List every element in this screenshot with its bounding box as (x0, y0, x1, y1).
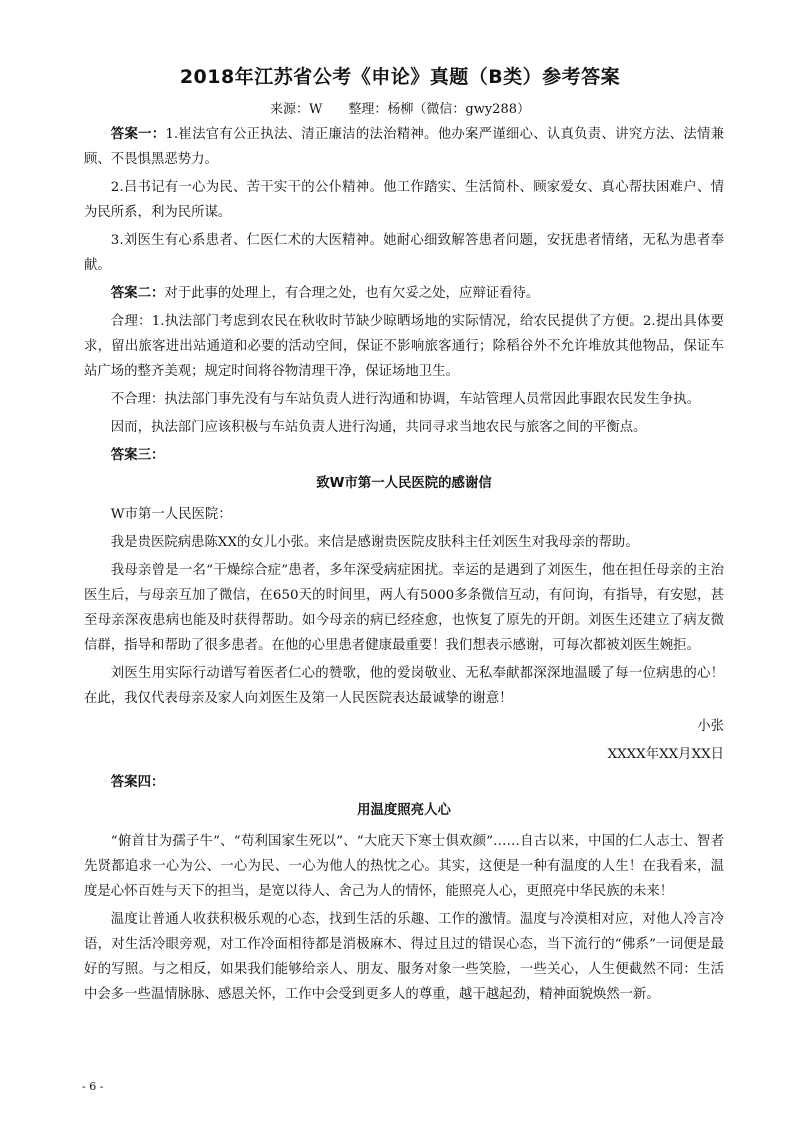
letter-paragraph-2: 我母亲曾是一名“干燥综合症”患者，多年深受病症困扰。幸运的是遇到了刘医生，他在担任母亲的主治医生后，与母亲互加了微信，在650天的时间里，两人有5000多条微信互动，有问询，有指导，有安慰，甚至母亲深夜患病也能及时获得帮助。如今母亲的病已经痊愈，也恢复了原先的开朗。刘医生还建立了病友微信群，指导和帮助了很多患者。在他的心里患者健康最重要！我们想表示感谢，可每次都被刘医生婉拒。 (84, 563, 724, 653)
answer2-reasonable: 合理：1.执法部门考虑到农民在秋收时节缺少晾晒场地的实际情况，给农民提供了方便。2.提出具体要求，留出旅客进出站通道和必要的活动空间，保证不影响旅客通行；除稻谷外不允许堆放其他物品，保证车站广场的整齐美观；规定时间将谷物清理干净，保证场地卫生。 (84, 314, 724, 379)
essay-paragraph-1: “俯首甘为孺子牛”、“苟利国家生死以”、“大庇天下寒士俱欢颜”……自古以来，中国的仁人志士、智者先贤都追求一心为公、一心为民、一心为他人的热忱之心。其实，这便是一种有温度的人生！在我看来，温度是心怀百姓与天下的担当，是宽以待人、舍己为人的情怀，能照亮人心，更照亮中华民族的未来！ (84, 834, 724, 899)
source-line: 来源：W 整理：杨柳（微信：gwy288） (270, 102, 530, 117)
answer3-label: 答案三： (110, 448, 165, 463)
essay-title: 用温度照亮人心 (357, 803, 451, 818)
answer1-item2: 2.吕书记有一心为民、苦干实干的公仆精神。他工作踏实、生活简朴、顾家爱女、真心帮扶困难户、情为民所系，利为民所谋。 (84, 180, 724, 220)
answer4-label: 答案四： (110, 775, 165, 790)
letter-paragraph-1: 我是贵医院病患陈XX的女儿小张。来信是感谢贵医院皮肤科主任刘医生对我母亲的帮助。 (110, 535, 639, 550)
page-number: - 6 - (82, 1080, 104, 1093)
answer2-intro: 对于此事的处理上，有合理之处，也有欠妥之处，应辩证看待。 (164, 286, 540, 301)
document-title: 2018年江苏省公考《申论》真题（B类）参考答案 (179, 66, 621, 88)
answer2-conclusion: 因而，执法部门应该积极与车站负责人进行沟通，共同寻求当地农民与旅客之间的平衡点。 (110, 420, 647, 435)
letter-signature: 小张 (697, 719, 724, 734)
answer2-unreasonable: 不合理：执法部门事先没有与车站负责人进行沟通和协调，车站管理人员常因此事跟农民发生争执。 (110, 392, 700, 407)
letter-paragraph-3: 刘医生用实际行动谱写着医者仁心的赞歌，他的爱岗敬业、无私奉献都深深地温暖了每一位病患的心！在此，我仅代表母亲及家人向刘医生及第一人民医院表达最诚挚的谢意！ (84, 666, 724, 706)
letter-date: XXXX年XX月XX日 (607, 747, 724, 762)
document-body (84, 122, 724, 1010)
answer1-item3: 3.刘医生有心系患者、仁医仁术的大医精神。她耐心细致解答患者问题，安抚患者情绪，无私为患者奉献。 (84, 233, 724, 273)
answer3-label-paragraph (84, 443, 724, 468)
answer2-intro-paragraph (84, 281, 724, 306)
answer1-text1: 1.崔法官有公正执法、清正廉洁的法治精神。他办案严谨细心、认真负责、讲究方法、法情兼顾、不畏惧黑恶势力。 (84, 127, 725, 167)
answer4-label-paragraph (84, 770, 724, 795)
answer1-item1 (84, 122, 724, 172)
answer1-label: 答案一： (110, 127, 166, 142)
letter-title: 致W市第一人民医院的感谢信 (316, 476, 492, 491)
letter-salutation: W市第一人民医院： (110, 507, 232, 522)
answer2-label: 答案二： (110, 286, 165, 301)
essay-paragraph-2: 温度让普通人收获积极乐观的心态，找到生活的乐趣、工作的激情。温度与冷漠相对应，对他人冷言冷语，对生活冷眼旁观，对工作冷面相待都是消极麻木、得过且过的错误心态，当下流行的“佛系”一词便是最好的写照。与之相反，如果我们能够给亲人、朋友、服务对象一些笑脸，一些关心，人生便截然不同：生活中会多一些温情脉脉、感恩关怀，工作中会受到更多人的尊重，越干越起劲，精神面貌焕然一新。 (84, 912, 724, 1002)
